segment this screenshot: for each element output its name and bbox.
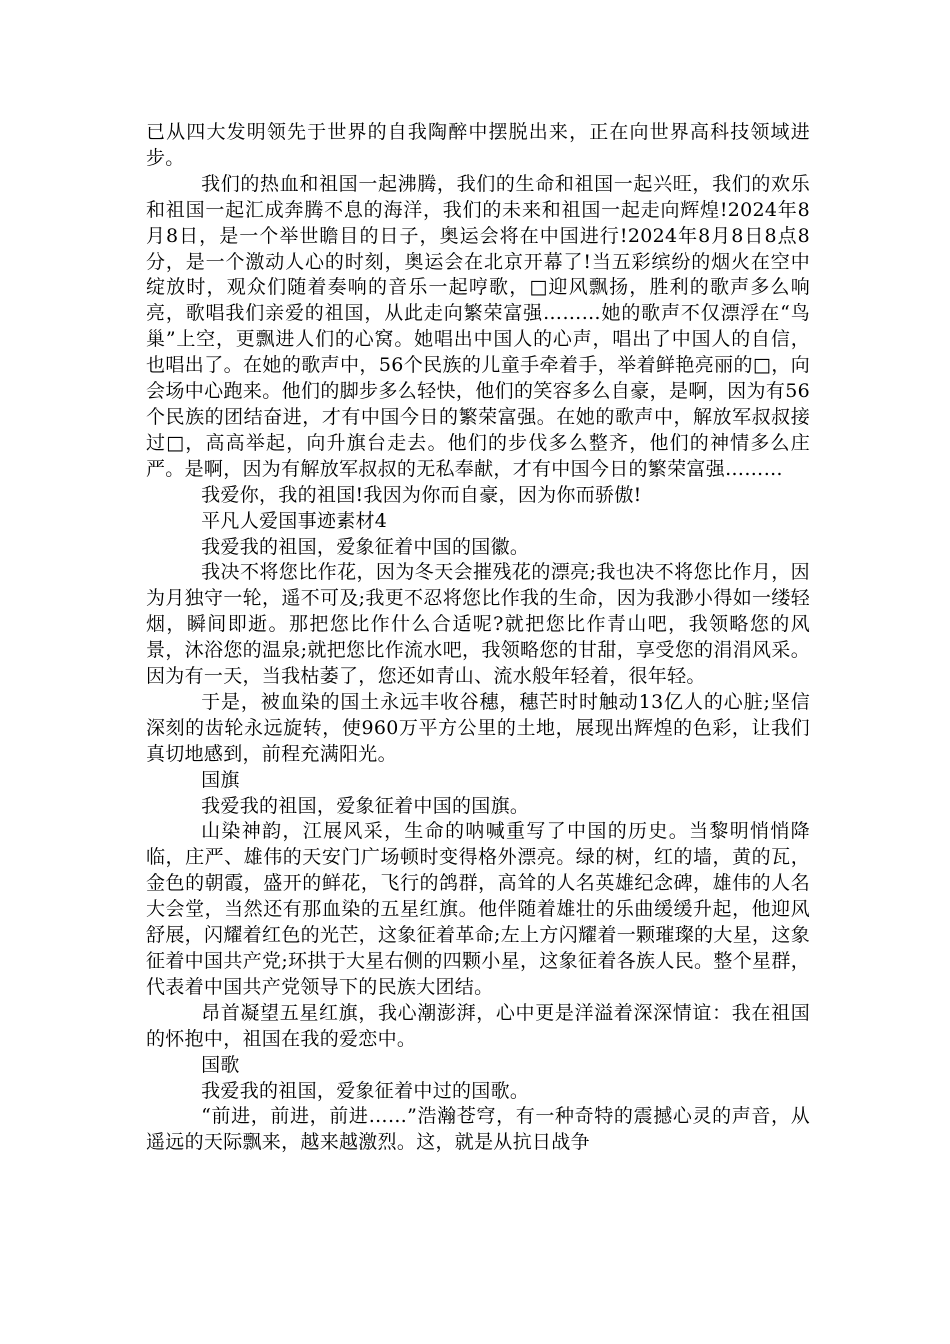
paragraph-1: 已从四大发明领先于世界的自我陶醉中摆脱出来，正在向世界高科技领域进步。 [146, 121, 810, 169]
paragraph-14: “前进，前进，前进……”浩瀚苍穹，有一种奇特的震撼心灵的声音，从遥远的天际飘来，越来越激烈。这，就是从抗日战争 [146, 1105, 810, 1154]
section-heading-flag: 国旗 [201, 768, 240, 791]
paragraph-2: 我们的热血和祖国一起沸腾，我们的生命和祖国一起兴旺，我们的欢乐和祖国一起汇成奔腾不息的海洋，我们的未来和祖国一起走向辉煌!2024年8月8日，是一个举世瞻目的日子，奥运会将在中国进行!2024年8月8日8点8分，是一个激动人心的时刻，奥运会在北京开幕了!当五彩缤纷的烟火在空中绽放时，观众们随着奏响的音乐一起哼歌，□迎风飘扬，胜利的歌声多么响亮，歌唱我们亲爱的祖国，从此走向繁荣富强………她的歌声不仅漂浮在“鸟巢”上空，更飘进人们的心窝。她唱出中国人的心声，唱出了中国人的自信，也唱出了。在她的歌声中，56个民族的儿童手牵着手，举着鲜艳亮丽的□，向会场中心跑来。他们的脚步多么轻快，他们的笑容多么自豪，是啊，因为有56个民族的团结奋进，才有中国今日的繁荣富强。在她的歌声中，解放军叔叔接过□，高高举起，向升旗台走去。他们的步伐多么整齐，他们的神情多么庄严。是啊，因为有解放军叔叔的无私奉献，才有中国今日的繁荣富强……… [146, 172, 810, 480]
section-heading-4: 平凡人爱国事迹素材4 [201, 509, 388, 532]
paragraph-5: 我爱我的祖国，爱象征着中国的国徽。 [201, 535, 530, 558]
paragraph-11: 昂首凝望五星红旗，我心潮澎湃，心中更是洋溢着深深情谊：我在祖国的怀抱中，祖国在我的爱恋中。 [146, 1001, 810, 1050]
paragraph-6: 我决不将您比作花，因为冬天会摧残花的漂亮;我也决不将您比作月，因为月独守一轮，遥不可及;我更不忍将您比作我的生命，因为我渺小得如一缕轻烟，瞬间即逝。那把您比作什么合适呢?就把您比作青山吧，我领略您的风景，沐浴您的温泉;就把您比作流水吧，我领略您的甘甜，享受您的涓涓风采。因为有一天，当我枯萎了，您还如青山、流水般年轻着，很年轻。 [146, 561, 810, 688]
paragraph-9: 我爱我的祖国，爱象征着中国的国旗。 [201, 794, 530, 817]
section-heading-anthem: 国歌 [201, 1053, 240, 1076]
paragraph-13: 我爱我的祖国，爱象征着中过的国歌。 [201, 1079, 530, 1102]
document-page [146, 120, 810, 1156]
paragraph-7: 于是，被血染的国土永远丰收谷穗，穗芒时时触动13亿人的心脏;坚信深刻的齿轮永远旋转，使960万平方公里的土地，展现出辉煌的色彩，让我们真切地感到，前程充满阳光。 [146, 690, 810, 765]
paragraph-10: 山染神韵，江展风采，生命的呐喊重写了中国的历史。当黎明悄悄降临，庄严、雄伟的天安门广场顿时变得格外漂亮。绿的树，红的墙，黄的瓦，金色的朝霞，盛开的鲜花，飞行的鸽群，高耸的人名英雄纪念碑，雄伟的人名大会堂，当然还有那血染的五星红旗。他伴随着雄壮的乐曲缓缓升起，他迎风舒展，闪耀着红色的光芒，这象征着革命;左上方闪耀着一颗璀璨的大星，这象征着中国共产党;环拱于大星右侧的四颗小星，这象征着各族人民。整个星群，代表着中国共产党领导下的民族大团结。 [146, 820, 810, 998]
paragraph-3: 我爱你，我的祖国!我因为你而自豪，因为你而骄傲! [201, 483, 642, 506]
